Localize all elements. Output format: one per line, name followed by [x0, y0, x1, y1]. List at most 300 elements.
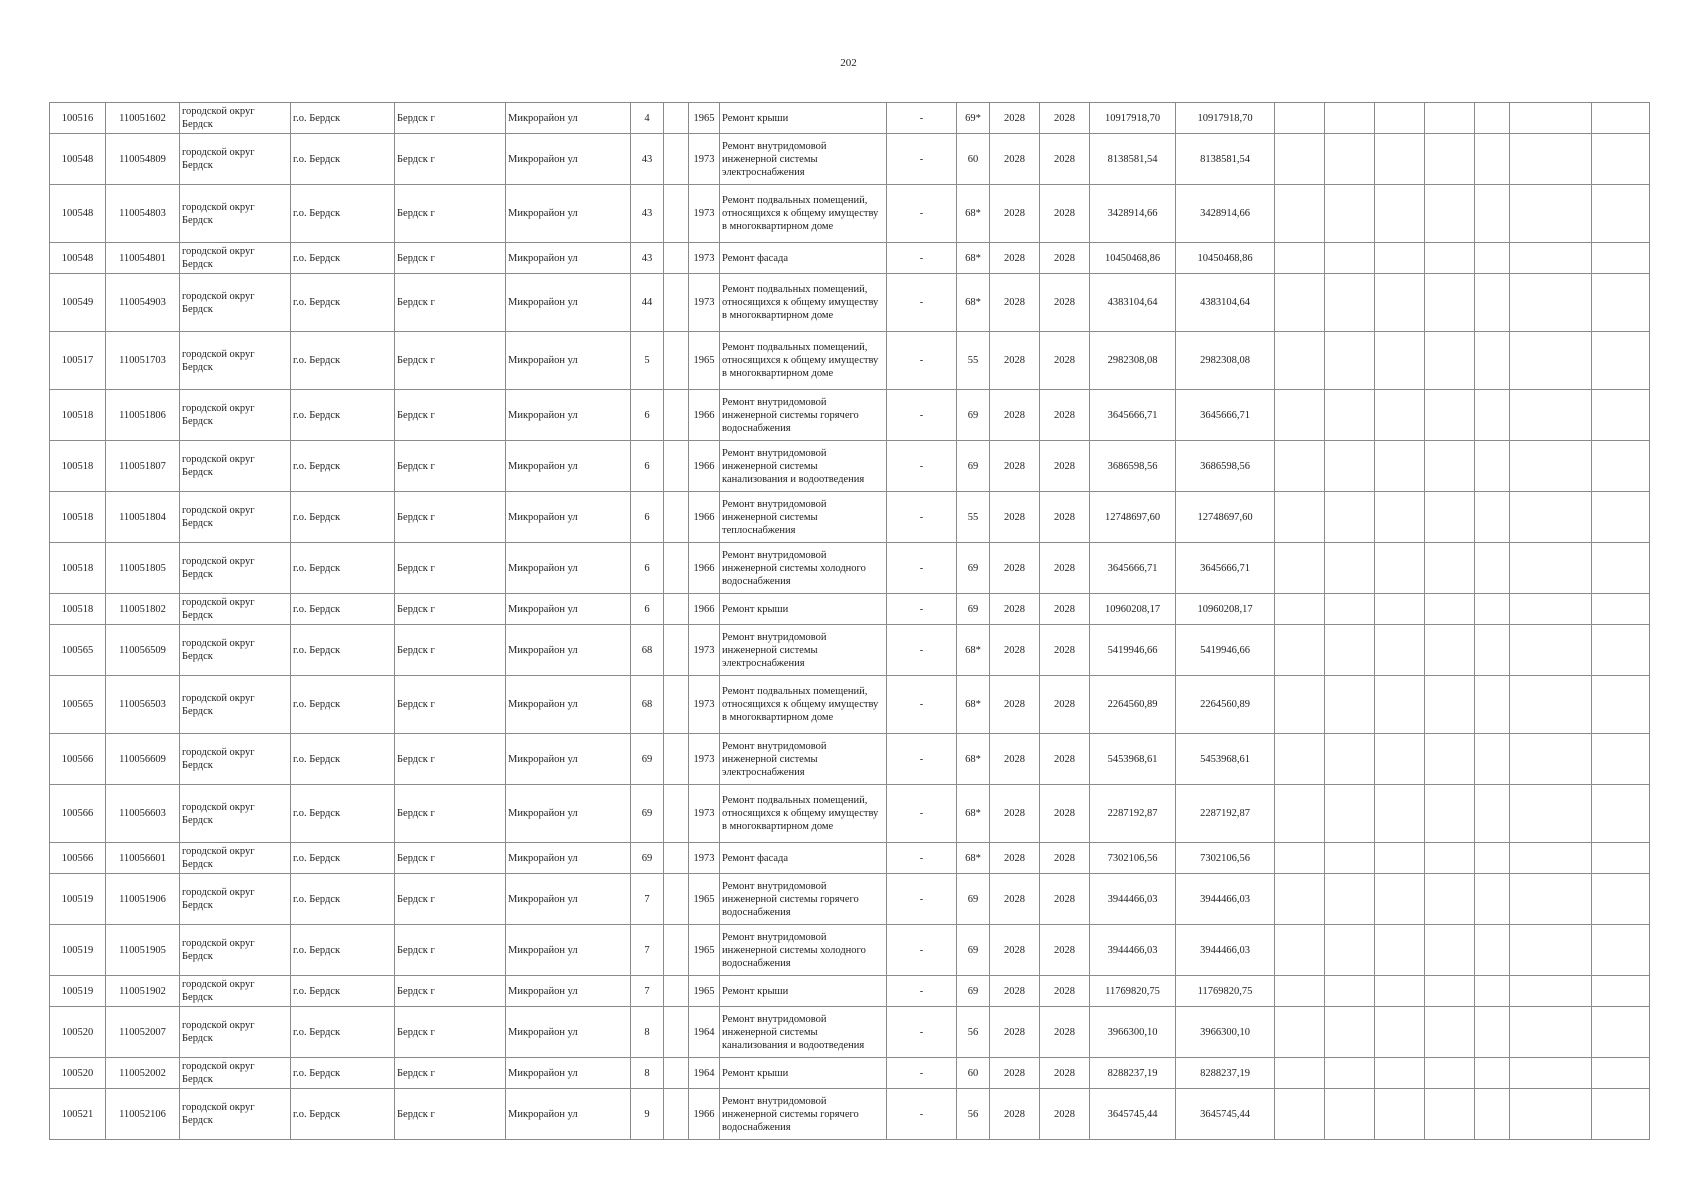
row-code: 110056503 — [106, 676, 180, 734]
row-empty-cell — [1510, 843, 1592, 874]
row-street: Микрорайон ул — [506, 492, 631, 543]
row-code: 110051905 — [106, 925, 180, 976]
row-year-end: 2028 — [1040, 243, 1090, 274]
table-row — [50, 785, 1650, 843]
row-id: 100548 — [50, 185, 106, 243]
row-city: Бердск г — [395, 243, 506, 274]
row-street: Микрорайон ул — [506, 274, 631, 332]
row-code: 110051902 — [106, 976, 180, 1007]
row-year-end: 2028 — [1040, 874, 1090, 925]
row-year-end: 2028 — [1040, 785, 1090, 843]
row-wear: 68* — [957, 676, 990, 734]
row-empty-cell — [1475, 676, 1510, 734]
row-empty-cell — [1475, 441, 1510, 492]
row-empty-cell — [1375, 734, 1425, 785]
row-municipality: г.о. Бердск — [291, 594, 395, 625]
row-year-start: 2028 — [990, 243, 1040, 274]
row-cost-total: 8288237,19 — [1090, 1058, 1176, 1089]
row-year-start: 2028 — [990, 785, 1040, 843]
row-cost-total: 3645745,44 — [1090, 1089, 1176, 1140]
row-empty-cell — [1425, 274, 1475, 332]
row-empty-cell — [1425, 1058, 1475, 1089]
row-empty-cell — [1425, 134, 1475, 185]
row-year: 1966 — [689, 594, 720, 625]
row-empty-cell — [1592, 134, 1650, 185]
row-empty-cell — [1475, 785, 1510, 843]
row-empty-cell — [1425, 441, 1475, 492]
table-row — [50, 843, 1650, 874]
row-empty-cell — [1325, 332, 1375, 390]
row-year-end: 2028 — [1040, 976, 1090, 1007]
row-empty-cell — [1375, 925, 1425, 976]
row-work-type: Ремонт подвальных помещений, относящихся к общему имуществу в многоквартирном доме — [720, 676, 887, 734]
row-empty-cell — [1475, 134, 1510, 185]
row-city: Бердск г — [395, 543, 506, 594]
row-district: городской округ Бердск — [180, 243, 291, 274]
row-municipality: г.о. Бердск — [291, 134, 395, 185]
row-cost-total: 5453968,61 — [1090, 734, 1176, 785]
row-id: 100517 — [50, 332, 106, 390]
row-wear: 69 — [957, 925, 990, 976]
row-empty-cell — [1275, 976, 1325, 1007]
row-empty-cell — [1425, 492, 1475, 543]
row-empty-cell — [1425, 874, 1475, 925]
row-year: 1964 — [689, 1007, 720, 1058]
row-city: Бердск г — [395, 676, 506, 734]
row-wear: 69 — [957, 390, 990, 441]
row-code: 110054809 — [106, 134, 180, 185]
row-city: Бердск г — [395, 1058, 506, 1089]
row-house: 43 — [631, 134, 664, 185]
row-city: Бердск г — [395, 492, 506, 543]
row-work-type: Ремонт внутридомовой инженерной системы горячего водоснабжения — [720, 874, 887, 925]
row-empty-cell — [1275, 1089, 1325, 1140]
row-id: 100519 — [50, 925, 106, 976]
table-row — [50, 134, 1650, 185]
row-empty-cell — [1592, 785, 1650, 843]
row-empty-cell — [1475, 274, 1510, 332]
row-id: 100520 — [50, 1058, 106, 1089]
row-code: 110052002 — [106, 1058, 180, 1089]
row-year-end: 2028 — [1040, 625, 1090, 676]
row-empty-cell — [1510, 785, 1592, 843]
row-empty-cell — [1325, 543, 1375, 594]
row-work-type: Ремонт внутридомовой инженерной системы канализования и водоотведения — [720, 441, 887, 492]
row-cost-total: 3428914,66 — [1090, 185, 1176, 243]
row-year: 1965 — [689, 103, 720, 134]
row-house: 7 — [631, 976, 664, 1007]
row-empty-cell — [1475, 925, 1510, 976]
row-empty-cell — [1275, 1058, 1325, 1089]
row-cost-total: 4383104,64 — [1090, 274, 1176, 332]
row-empty-cell — [1592, 492, 1650, 543]
row-district: городской округ Бердск — [180, 543, 291, 594]
row-municipality: г.о. Бердск — [291, 492, 395, 543]
row-work-type: Ремонт внутридомовой инженерной системы электроснабжения — [720, 734, 887, 785]
row-house: 9 — [631, 1089, 664, 1140]
row-building — [664, 332, 689, 390]
row-empty-cell — [1510, 1007, 1592, 1058]
row-house: 44 — [631, 274, 664, 332]
row-work-type: Ремонт внутридомовой инженерной системы теплоснабжения — [720, 492, 887, 543]
row-empty-cell — [1592, 925, 1650, 976]
row-empty-cell — [1510, 492, 1592, 543]
row-house: 4 — [631, 103, 664, 134]
row-cost-fund: 11769820,75 — [1176, 976, 1275, 1007]
row-empty-cell — [1592, 734, 1650, 785]
row-work-type: Ремонт внутридомовой инженерной системы холодного водоснабжения — [720, 925, 887, 976]
row-id: 100566 — [50, 785, 106, 843]
row-empty-cell — [1592, 103, 1650, 134]
row-cost-total: 2264560,89 — [1090, 676, 1176, 734]
row-house: 43 — [631, 185, 664, 243]
row-year-start: 2028 — [990, 1089, 1040, 1140]
row-empty-cell — [1475, 103, 1510, 134]
row-dash: - — [887, 243, 957, 274]
row-year: 1973 — [689, 843, 720, 874]
row-work-type: Ремонт внутридомовой инженерной системы электроснабжения — [720, 134, 887, 185]
row-empty-cell — [1510, 676, 1592, 734]
row-year-start: 2028 — [990, 843, 1040, 874]
row-empty-cell — [1510, 441, 1592, 492]
row-empty-cell — [1592, 976, 1650, 1007]
row-wear: 68* — [957, 243, 990, 274]
row-empty-cell — [1275, 734, 1325, 785]
row-id: 100548 — [50, 243, 106, 274]
row-code: 110054803 — [106, 185, 180, 243]
row-year-end: 2028 — [1040, 185, 1090, 243]
row-municipality: г.о. Бердск — [291, 843, 395, 874]
row-municipality: г.о. Бердск — [291, 625, 395, 676]
row-city: Бердск г — [395, 874, 506, 925]
row-dash: - — [887, 594, 957, 625]
row-building — [664, 134, 689, 185]
row-building — [664, 843, 689, 874]
row-dash: - — [887, 1058, 957, 1089]
row-empty-cell — [1475, 625, 1510, 676]
row-cost-fund: 3645666,71 — [1176, 543, 1275, 594]
row-id: 100549 — [50, 274, 106, 332]
row-street: Микрорайон ул — [506, 925, 631, 976]
row-wear: 68* — [957, 185, 990, 243]
row-street: Микрорайон ул — [506, 625, 631, 676]
row-wear: 60 — [957, 1058, 990, 1089]
row-empty-cell — [1510, 625, 1592, 676]
row-empty-cell — [1325, 1007, 1375, 1058]
row-cost-fund: 3944466,03 — [1176, 925, 1275, 976]
row-street: Микрорайон ул — [506, 1007, 631, 1058]
row-work-type: Ремонт внутридомовой инженерной системы горячего водоснабжения — [720, 390, 887, 441]
row-empty-cell — [1375, 243, 1425, 274]
row-dash: - — [887, 874, 957, 925]
row-district: городской округ Бердск — [180, 1007, 291, 1058]
row-wear: 55 — [957, 492, 990, 543]
row-empty-cell — [1592, 1007, 1650, 1058]
row-cost-total: 2982308,08 — [1090, 332, 1176, 390]
table-row — [50, 925, 1650, 976]
row-district: городской округ Бердск — [180, 1058, 291, 1089]
row-house: 6 — [631, 594, 664, 625]
row-wear: 68* — [957, 843, 990, 874]
row-municipality: г.о. Бердск — [291, 734, 395, 785]
row-empty-cell — [1475, 492, 1510, 543]
row-street: Микрорайон ул — [506, 134, 631, 185]
row-empty-cell — [1375, 274, 1425, 332]
row-work-type: Ремонт внутридомовой инженерной системы канализования и водоотведения — [720, 1007, 887, 1058]
row-work-type: Ремонт крыши — [720, 976, 887, 1007]
row-empty-cell — [1510, 243, 1592, 274]
row-code: 110051802 — [106, 594, 180, 625]
row-empty-cell — [1425, 543, 1475, 594]
row-district: городской округ Бердск — [180, 976, 291, 1007]
row-id: 100518 — [50, 543, 106, 594]
row-empty-cell — [1325, 976, 1375, 1007]
row-year-start: 2028 — [990, 1058, 1040, 1089]
row-id: 100566 — [50, 734, 106, 785]
row-year: 1973 — [689, 134, 720, 185]
row-municipality: г.о. Бердск — [291, 976, 395, 1007]
row-wear: 55 — [957, 332, 990, 390]
row-house: 5 — [631, 332, 664, 390]
row-city: Бердск г — [395, 625, 506, 676]
row-empty-cell — [1425, 734, 1475, 785]
row-id: 100516 — [50, 103, 106, 134]
row-wear: 68* — [957, 734, 990, 785]
row-year-start: 2028 — [990, 441, 1040, 492]
row-empty-cell — [1475, 1058, 1510, 1089]
row-cost-total: 11769820,75 — [1090, 976, 1176, 1007]
row-city: Бердск г — [395, 1089, 506, 1140]
table-row — [50, 676, 1650, 734]
row-cost-total: 3944466,03 — [1090, 925, 1176, 976]
row-empty-cell — [1510, 734, 1592, 785]
row-cost-fund: 5453968,61 — [1176, 734, 1275, 785]
row-city: Бердск г — [395, 390, 506, 441]
row-cost-fund: 2287192,87 — [1176, 785, 1275, 843]
row-house: 69 — [631, 843, 664, 874]
row-year-start: 2028 — [990, 390, 1040, 441]
row-empty-cell — [1592, 843, 1650, 874]
row-empty-cell — [1510, 274, 1592, 332]
row-empty-cell — [1375, 874, 1425, 925]
row-year: 1973 — [689, 243, 720, 274]
row-municipality: г.о. Бердск — [291, 274, 395, 332]
row-year: 1973 — [689, 185, 720, 243]
row-building — [664, 390, 689, 441]
row-street: Микрорайон ул — [506, 441, 631, 492]
row-empty-cell — [1475, 976, 1510, 1007]
row-city: Бердск г — [395, 734, 506, 785]
row-wear: 69 — [957, 594, 990, 625]
row-empty-cell — [1375, 976, 1425, 1007]
row-dash: - — [887, 925, 957, 976]
row-cost-fund: 10450468,86 — [1176, 243, 1275, 274]
row-municipality: г.о. Бердск — [291, 676, 395, 734]
page-number: 202 — [840, 57, 857, 69]
row-cost-total: 3966300,10 — [1090, 1007, 1176, 1058]
row-cost-total: 10960208,17 — [1090, 594, 1176, 625]
row-house: 43 — [631, 243, 664, 274]
row-street: Микрорайон ул — [506, 734, 631, 785]
row-empty-cell — [1325, 925, 1375, 976]
row-empty-cell — [1325, 843, 1375, 874]
row-year-start: 2028 — [990, 103, 1040, 134]
row-cost-fund: 3966300,10 — [1176, 1007, 1275, 1058]
row-empty-cell — [1375, 594, 1425, 625]
row-municipality: г.о. Бердск — [291, 543, 395, 594]
row-empty-cell — [1275, 625, 1325, 676]
row-empty-cell — [1592, 543, 1650, 594]
row-id: 100566 — [50, 843, 106, 874]
row-cost-total: 3645666,71 — [1090, 390, 1176, 441]
row-city: Бердск г — [395, 134, 506, 185]
row-empty-cell — [1275, 274, 1325, 332]
row-empty-cell — [1275, 925, 1325, 976]
row-empty-cell — [1592, 1089, 1650, 1140]
row-building — [664, 243, 689, 274]
row-empty-cell — [1375, 625, 1425, 676]
row-empty-cell — [1592, 243, 1650, 274]
row-empty-cell — [1375, 785, 1425, 843]
row-district: городской округ Бердск — [180, 441, 291, 492]
row-year: 1966 — [689, 441, 720, 492]
row-empty-cell — [1275, 185, 1325, 243]
row-building — [664, 1058, 689, 1089]
row-cost-fund: 4383104,64 — [1176, 274, 1275, 332]
row-empty-cell — [1425, 390, 1475, 441]
row-dash: - — [887, 134, 957, 185]
row-building — [664, 103, 689, 134]
table-body — [50, 103, 1650, 1140]
row-cost-total: 5419946,66 — [1090, 625, 1176, 676]
table-row — [50, 1007, 1650, 1058]
row-dash: - — [887, 332, 957, 390]
row-id: 100520 — [50, 1007, 106, 1058]
row-code: 110051602 — [106, 103, 180, 134]
row-building — [664, 492, 689, 543]
row-empty-cell — [1510, 390, 1592, 441]
row-year-end: 2028 — [1040, 843, 1090, 874]
row-code: 110056609 — [106, 734, 180, 785]
row-id: 100518 — [50, 441, 106, 492]
row-dash: - — [887, 390, 957, 441]
row-empty-cell — [1275, 594, 1325, 625]
row-cost-total: 3645666,71 — [1090, 543, 1176, 594]
row-empty-cell — [1475, 594, 1510, 625]
row-house: 6 — [631, 492, 664, 543]
row-street: Микрорайон ул — [506, 1089, 631, 1140]
row-cost-total: 8138581,54 — [1090, 134, 1176, 185]
row-empty-cell — [1325, 441, 1375, 492]
row-year-end: 2028 — [1040, 441, 1090, 492]
row-empty-cell — [1425, 976, 1475, 1007]
row-empty-cell — [1375, 332, 1425, 390]
row-year: 1965 — [689, 925, 720, 976]
row-code: 110051804 — [106, 492, 180, 543]
row-building — [664, 441, 689, 492]
table-row — [50, 243, 1650, 274]
row-empty-cell — [1592, 441, 1650, 492]
row-code: 110056603 — [106, 785, 180, 843]
row-wear: 68* — [957, 625, 990, 676]
row-house: 6 — [631, 390, 664, 441]
row-year-start: 2028 — [990, 925, 1040, 976]
row-building — [664, 785, 689, 843]
row-year: 1973 — [689, 734, 720, 785]
row-year: 1973 — [689, 625, 720, 676]
row-cost-fund: 12748697,60 — [1176, 492, 1275, 543]
row-empty-cell — [1325, 390, 1375, 441]
row-dash: - — [887, 843, 957, 874]
row-city: Бердск г — [395, 594, 506, 625]
row-empty-cell — [1275, 441, 1325, 492]
row-year-end: 2028 — [1040, 332, 1090, 390]
row-code: 110056601 — [106, 843, 180, 874]
row-work-type: Ремонт крыши — [720, 594, 887, 625]
row-id: 100565 — [50, 676, 106, 734]
row-empty-cell — [1375, 676, 1425, 734]
row-year-end: 2028 — [1040, 1007, 1090, 1058]
row-year: 1965 — [689, 976, 720, 1007]
row-id: 100519 — [50, 976, 106, 1007]
table-row — [50, 625, 1650, 676]
row-work-type: Ремонт подвальных помещений, относящихся к общему имуществу в многоквартирном доме — [720, 785, 887, 843]
row-empty-cell — [1275, 1007, 1325, 1058]
row-building — [664, 925, 689, 976]
row-id: 100548 — [50, 134, 106, 185]
row-year-end: 2028 — [1040, 925, 1090, 976]
row-year-end: 2028 — [1040, 1089, 1090, 1140]
row-wear: 60 — [957, 134, 990, 185]
row-cost-fund: 3645745,44 — [1176, 1089, 1275, 1140]
row-cost-total: 7302106,56 — [1090, 843, 1176, 874]
row-building — [664, 185, 689, 243]
row-wear: 69 — [957, 874, 990, 925]
row-work-type: Ремонт подвальных помещений, относящихся к общему имуществу в многоквартирном доме — [720, 185, 887, 243]
row-empty-cell — [1325, 874, 1375, 925]
row-street: Микрорайон ул — [506, 785, 631, 843]
row-house: 68 — [631, 625, 664, 676]
row-empty-cell — [1475, 332, 1510, 390]
row-empty-cell — [1592, 625, 1650, 676]
table-row — [50, 976, 1650, 1007]
row-municipality: г.о. Бердск — [291, 925, 395, 976]
row-empty-cell — [1325, 1089, 1375, 1140]
row-empty-cell — [1510, 185, 1592, 243]
row-empty-cell — [1375, 185, 1425, 243]
row-empty-cell — [1510, 543, 1592, 594]
row-empty-cell — [1425, 103, 1475, 134]
row-district: городской округ Бердск — [180, 274, 291, 332]
row-cost-fund: 3686598,56 — [1176, 441, 1275, 492]
row-empty-cell — [1325, 625, 1375, 676]
row-empty-cell — [1425, 785, 1475, 843]
row-district: городской округ Бердск — [180, 134, 291, 185]
row-wear: 68* — [957, 785, 990, 843]
row-dash: - — [887, 1089, 957, 1140]
row-dash: - — [887, 543, 957, 594]
row-dash: - — [887, 103, 957, 134]
row-house: 8 — [631, 1007, 664, 1058]
row-year: 1965 — [689, 874, 720, 925]
row-city: Бердск г — [395, 925, 506, 976]
row-empty-cell — [1475, 243, 1510, 274]
row-year-end: 2028 — [1040, 134, 1090, 185]
row-year: 1966 — [689, 543, 720, 594]
row-house: 6 — [631, 543, 664, 594]
row-empty-cell — [1475, 843, 1510, 874]
row-wear: 56 — [957, 1089, 990, 1140]
